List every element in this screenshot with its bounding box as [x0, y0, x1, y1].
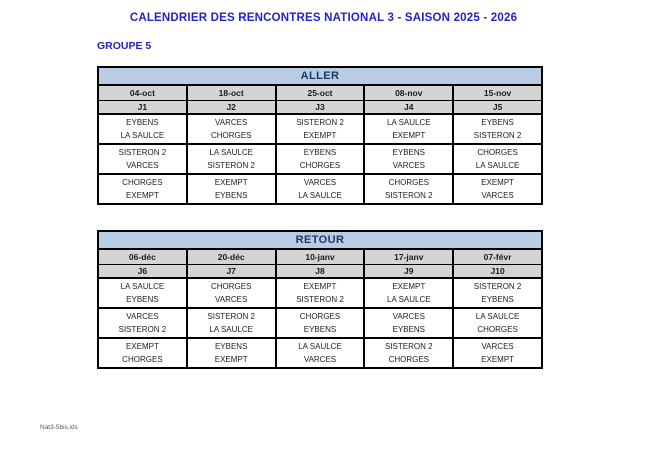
match-cell	[98, 278, 187, 308]
away-team: LA SAULCE	[120, 131, 165, 140]
date-cell: 06-déc	[98, 249, 187, 264]
home-team: EXEMPT	[481, 178, 515, 187]
home-team: VARCES	[215, 118, 248, 127]
match-cell	[276, 278, 365, 308]
home-team: VARCES	[303, 178, 337, 187]
match-cell	[187, 278, 276, 308]
home-team: VARCES	[392, 312, 425, 321]
date-cell: 04-oct	[98, 85, 187, 100]
match-cell	[98, 308, 187, 338]
away-team: EXEMPT	[125, 191, 159, 200]
home-team: LA SAULCE	[475, 312, 520, 321]
match-cell	[187, 338, 276, 368]
away-team: LA SAULCE	[387, 295, 431, 304]
match-cell	[98, 144, 187, 174]
round-cell: J5	[453, 100, 542, 114]
round-cell: J3	[276, 100, 365, 114]
home-team: SISTERON 2	[296, 118, 344, 127]
home-team: EYBENS	[303, 148, 337, 157]
match-cell	[364, 144, 453, 174]
match-cell	[276, 174, 365, 204]
home-team: EYBENS	[126, 118, 159, 127]
match-cell	[187, 114, 276, 144]
date-cell: 20-déc	[187, 249, 276, 264]
match-cell	[98, 174, 187, 204]
away-team: EXEMPT	[392, 131, 426, 140]
away-team: SISTERON 2	[385, 191, 433, 200]
home-team: SISTERON 2	[118, 148, 167, 157]
home-team: CHORGES	[299, 312, 341, 321]
home-team: SISTERON 2	[385, 342, 433, 351]
home-team: CHORGES	[122, 178, 163, 187]
home-team: VARCES	[126, 312, 159, 321]
match-cell	[364, 278, 453, 308]
match-cell	[364, 308, 453, 338]
date-cell: 07-févr	[453, 249, 542, 264]
match-cell	[364, 174, 453, 204]
away-team: CHORGES	[210, 131, 252, 140]
away-team: EYBENS	[126, 295, 159, 304]
away-team: VARCES	[126, 161, 159, 170]
round-cell: J7	[187, 264, 276, 278]
away-team: CHORGES	[388, 355, 430, 364]
date-cell: 25-oct	[276, 85, 365, 100]
away-team: EYBENS	[214, 191, 248, 200]
home-team: LA SAULCE	[387, 118, 431, 127]
match-cell	[98, 338, 187, 368]
home-team: EXEMPT	[125, 342, 159, 351]
away-team: VARCES	[481, 191, 514, 200]
home-team: EXEMPT	[303, 282, 337, 291]
match-cell	[187, 144, 276, 174]
home-team: CHORGES	[477, 148, 518, 157]
page-title: CALENDRIER DES RENCONTRES NATIONAL 3 - SAISON 2025 - 2026	[129, 12, 518, 24]
home-team: CHORGES	[388, 178, 430, 187]
home-team: EXEMPT	[392, 282, 426, 291]
match-cell	[276, 338, 365, 368]
match-cell	[276, 114, 365, 144]
date-cell: 18-oct	[187, 85, 276, 100]
aller-section-header: ALLER	[98, 67, 542, 85]
footer-filename: Nat3-5bis.xls	[40, 424, 78, 431]
away-team: VARCES	[303, 355, 337, 364]
match-cell	[453, 144, 542, 174]
group-label: GROUPE 5	[97, 40, 152, 52]
match-cell	[98, 114, 187, 144]
away-team: SISTERON 2	[473, 131, 522, 140]
home-team: LA SAULCE	[209, 148, 253, 157]
date-cell: 10-janv	[276, 249, 365, 264]
home-team: VARCES	[481, 342, 514, 351]
home-team: CHORGES	[210, 282, 252, 291]
away-team: SISTERON 2	[296, 295, 344, 304]
match-cell	[276, 144, 365, 174]
away-team: CHORGES	[299, 161, 341, 170]
away-team: VARCES	[215, 295, 248, 304]
match-cell	[276, 308, 365, 338]
round-cell: J6	[98, 264, 187, 278]
home-team: EYBENS	[392, 148, 426, 157]
away-team: LA SAULCE	[298, 191, 342, 200]
away-team: LA SAULCE	[475, 161, 520, 170]
round-cell: J4	[364, 100, 453, 114]
round-cell: J9	[364, 264, 453, 278]
home-team: EXEMPT	[214, 178, 248, 187]
away-team: EXEMPT	[481, 355, 515, 364]
away-team: CHORGES	[477, 325, 518, 334]
aller-table	[97, 66, 543, 205]
date-cell: 17-janv	[364, 249, 453, 264]
match-cell	[187, 174, 276, 204]
away-team: EYBENS	[481, 295, 514, 304]
away-team: EYBENS	[303, 325, 337, 334]
away-team: CHORGES	[122, 355, 163, 364]
home-team: LA SAULCE	[298, 342, 342, 351]
match-cell	[364, 338, 453, 368]
away-team: SISTERON 2	[207, 161, 255, 170]
retour-section-header: RETOUR	[98, 231, 542, 249]
away-team: VARCES	[392, 161, 425, 170]
match-cell	[453, 174, 542, 204]
round-cell: J1	[98, 100, 187, 114]
date-cell: 15-nov	[453, 85, 542, 100]
home-team: SISTERON 2	[207, 312, 255, 321]
away-team: LA SAULCE	[209, 325, 253, 334]
home-team: LA SAULCE	[120, 282, 165, 291]
round-cell: J8	[276, 264, 365, 278]
date-cell: 08-nov	[364, 85, 453, 100]
away-team: EXEMPT	[214, 355, 248, 364]
round-cell: J10	[453, 264, 542, 278]
round-cell: J2	[187, 100, 276, 114]
home-team: EYBENS	[214, 342, 248, 351]
match-cell	[453, 338, 542, 368]
away-team: EYBENS	[392, 325, 426, 334]
away-team: SISTERON 2	[118, 325, 167, 334]
home-team: EYBENS	[481, 118, 514, 127]
match-cell	[453, 308, 542, 338]
match-cell	[453, 114, 542, 144]
match-cell	[453, 278, 542, 308]
match-cell	[187, 308, 276, 338]
match-cell	[364, 114, 453, 144]
home-team: SISTERON 2	[473, 282, 522, 291]
retour-table	[97, 230, 543, 369]
away-team: EXEMPT	[303, 131, 337, 140]
